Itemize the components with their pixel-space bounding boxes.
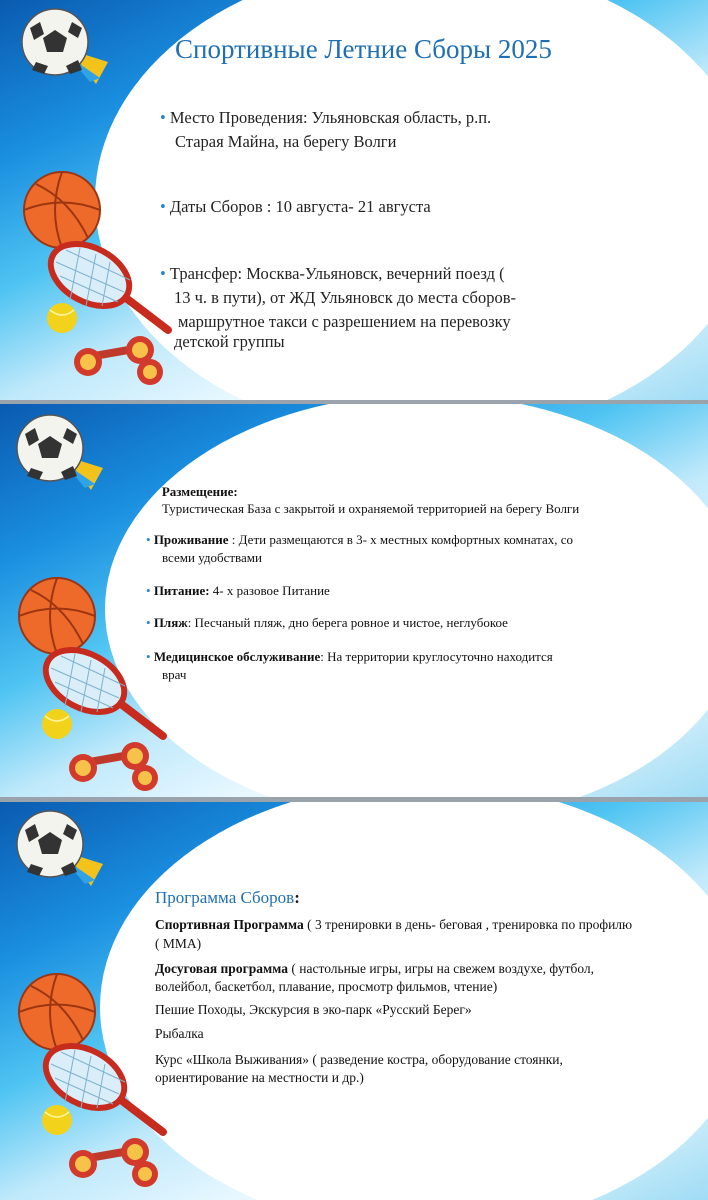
food-item: • Питание: 4- х разовое Питание bbox=[146, 583, 330, 598]
transfer-item: • Трансфер: Москва-Ульяновск, вечерний поезд ( bbox=[160, 264, 505, 283]
slide-3 bbox=[0, 802, 708, 1200]
leisure-program-line2: волейбол, баскетбол, плавание, просмотр фильмов, чтение) bbox=[155, 979, 498, 994]
transfer-item-line2: 13 ч. в пути), от ЖД Ульяновск до места сборов- bbox=[174, 288, 516, 307]
medical-item: • Медицинское обслуживание: На территории круглосуточно находится bbox=[146, 649, 553, 664]
living-item: • Проживание : Дети размещаются в 3- х местных комфортных комнатах, со bbox=[146, 532, 574, 547]
beach-item: • Пляж: Песчаный пляж, дно берега ровное и чистое, неглубокое bbox=[146, 615, 508, 630]
accommodation-item: • Размещение: bbox=[146, 484, 238, 499]
survival-course-item: Курс «Школа Выживания» ( разведение костра, оборудование стоянки, bbox=[155, 1052, 563, 1067]
survival-course-line2: ориентирование на местности и др.) bbox=[155, 1070, 364, 1085]
accommodation-text: Туристическая База с закрытой и охраняемой территорией на берегу Волги bbox=[162, 501, 580, 516]
dates-item: • Даты Сборов : 10 августа- 21 августа bbox=[160, 197, 431, 216]
transfer-item-line3: маршрутное такси с разрешением на перевозку bbox=[178, 312, 511, 331]
medical-text-line2: врач bbox=[162, 667, 187, 682]
program-heading: Программа Сборов: bbox=[155, 888, 300, 907]
sport-program-line2: ( ММА) bbox=[155, 936, 202, 951]
leisure-program-item: Досуговая программа ( настольные игры, игры на свежем воздухе, футбол, bbox=[155, 961, 595, 976]
page-title: Спортивные Летние Сборы 2025 bbox=[175, 34, 552, 64]
venue-item-line2: Старая Майна, на берегу Волги bbox=[175, 132, 397, 151]
fishing-item: Рыбалка bbox=[155, 1026, 204, 1041]
transfer-item-line4: детской группы bbox=[174, 332, 285, 351]
slide-2 bbox=[0, 404, 708, 797]
slide-1 bbox=[0, 0, 708, 400]
living-text-line2: всеми удобствами bbox=[162, 550, 262, 565]
hikes-item: Пешие Походы, Экскурсия в эко-парк «Русский Берег» bbox=[155, 1002, 472, 1017]
venue-item: • Место Проведения: Ульяновская область, р.п. bbox=[160, 108, 492, 127]
sport-program-item: Спортивная Программа ( 3 тренировки в день- беговая , тренировка по профилю bbox=[155, 917, 633, 932]
